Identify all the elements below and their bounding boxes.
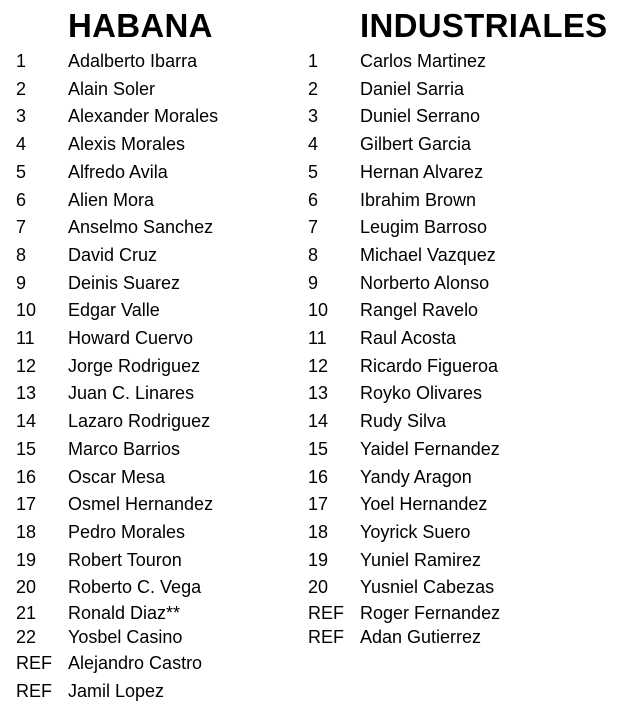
player-name: Yoyrick Suero	[360, 521, 471, 542]
player-name: Norberto Alonso	[360, 272, 490, 293]
player-name: Yusniel Cabezas	[360, 577, 495, 598]
player-name: Anselmo Sanchez	[68, 217, 214, 238]
player-number: 15	[16, 438, 37, 459]
player-name: Alien Mora	[68, 189, 155, 210]
player-number: 16	[308, 466, 329, 487]
player-number: 19	[16, 549, 37, 570]
player-name: Oscar Mesa	[68, 466, 166, 487]
player-name: Alain Soler	[68, 78, 156, 99]
player-name: Alejandro Castro	[68, 652, 203, 673]
player-number: 3	[16, 106, 27, 127]
player-name: Ronald Diaz**	[68, 602, 181, 623]
player-number: 19	[308, 549, 329, 570]
player-name: Howard Cuervo	[68, 328, 194, 348]
player-number: 11	[16, 328, 35, 348]
player-name: Carlos Martinez	[360, 51, 487, 71]
player-number: 6	[308, 189, 319, 210]
player-name: Marco Barrios	[68, 438, 181, 459]
player-number: 10	[308, 300, 329, 321]
player-name: Roberto C. Vega	[68, 577, 202, 598]
player-number: 8	[308, 244, 319, 265]
player-name: Yosbel Casino	[68, 626, 183, 647]
player-name: Michael Vazquez	[360, 244, 496, 265]
player-name: Alexander Morales	[68, 106, 219, 127]
player-number: 7	[16, 217, 27, 238]
team-title: INDUSTRIALES	[360, 7, 608, 44]
player-number: 21	[16, 602, 37, 623]
player-name: Osmel Hernandez	[68, 494, 214, 515]
player-name: Ibrahim Brown	[360, 189, 477, 210]
player-name: Duniel Serrano	[360, 106, 481, 127]
player-name: Robert Touron	[68, 549, 182, 570]
player-name: Jamil Lopez	[68, 680, 165, 701]
player-number: 8	[16, 244, 27, 265]
player-number: 17	[16, 494, 37, 515]
player-name: David Cruz	[68, 244, 158, 265]
player-name: Edgar Valle	[68, 300, 160, 321]
player-number: 18	[16, 521, 37, 542]
player-number: 3	[308, 106, 319, 127]
player-name: Pedro Morales	[68, 521, 186, 542]
player-number: 10	[16, 300, 37, 321]
player-name: Raul Acosta	[360, 328, 457, 348]
player-name: Hernan Alvarez	[360, 161, 484, 182]
player-number: 12	[308, 355, 329, 376]
player-name: Lazaro Rodriguez	[68, 411, 211, 432]
player-name: Adan Gutierrez	[360, 626, 482, 647]
player-number: 9	[16, 272, 27, 293]
player-number: 5	[16, 161, 27, 182]
player-number: 15	[308, 438, 329, 459]
player-name: Yoel Hernandez	[360, 494, 488, 515]
player-number: 20	[308, 577, 329, 598]
player-number: 6	[16, 189, 27, 210]
player-number: 7	[308, 217, 319, 238]
player-number: 18	[308, 521, 329, 542]
player-name: Daniel Sarria	[360, 78, 465, 99]
player-number: 9	[308, 272, 319, 293]
player-name: Deinis Suarez	[68, 272, 181, 293]
player-number: 14	[16, 411, 37, 432]
player-name: Alfredo Avila	[68, 161, 168, 182]
player-number: 11	[308, 328, 327, 348]
player-name: Rangel Ravelo	[360, 300, 479, 321]
player-number: 17	[308, 494, 329, 515]
player-name: Jorge Rodriguez	[68, 355, 201, 376]
player-number: 13	[308, 383, 329, 404]
player-number: 1	[308, 51, 319, 71]
player-number: 16	[16, 466, 37, 487]
player-number: 2	[16, 78, 27, 99]
player-name: Alexis Morales	[68, 134, 186, 155]
player-name: Adalberto Ibarra	[68, 51, 198, 71]
player-number: 22	[16, 626, 37, 647]
player-number: REF	[16, 680, 52, 701]
player-name: Gilbert Garcia	[360, 134, 472, 155]
player-number: 2	[308, 78, 319, 99]
player-name: Yuniel Ramirez	[360, 549, 482, 570]
player-number: 20	[16, 577, 37, 598]
player-name: Ricardo Figueroa	[360, 355, 499, 376]
player-name: Leugim Barroso	[360, 217, 488, 238]
player-number: 1	[16, 51, 27, 71]
player-number: REF	[308, 602, 344, 623]
player-number: 14	[308, 411, 329, 432]
player-name: Royko Olivares	[360, 383, 483, 404]
player-number: 5	[308, 161, 319, 182]
player-number: REF	[308, 626, 344, 647]
player-name: Yandy Aragon	[360, 466, 472, 487]
player-name: Roger Fernandez	[360, 602, 501, 623]
player-number: 13	[16, 383, 37, 404]
player-number: 12	[16, 355, 37, 376]
player-name: Juan C. Linares	[68, 383, 195, 404]
player-name: Yaidel Fernandez	[360, 438, 500, 459]
player-number: REF	[16, 652, 52, 673]
team-title: HABANA	[68, 7, 213, 44]
player-name: Rudy Silva	[360, 411, 447, 432]
player-number: 4	[16, 134, 27, 155]
player-number: 4	[308, 134, 319, 155]
